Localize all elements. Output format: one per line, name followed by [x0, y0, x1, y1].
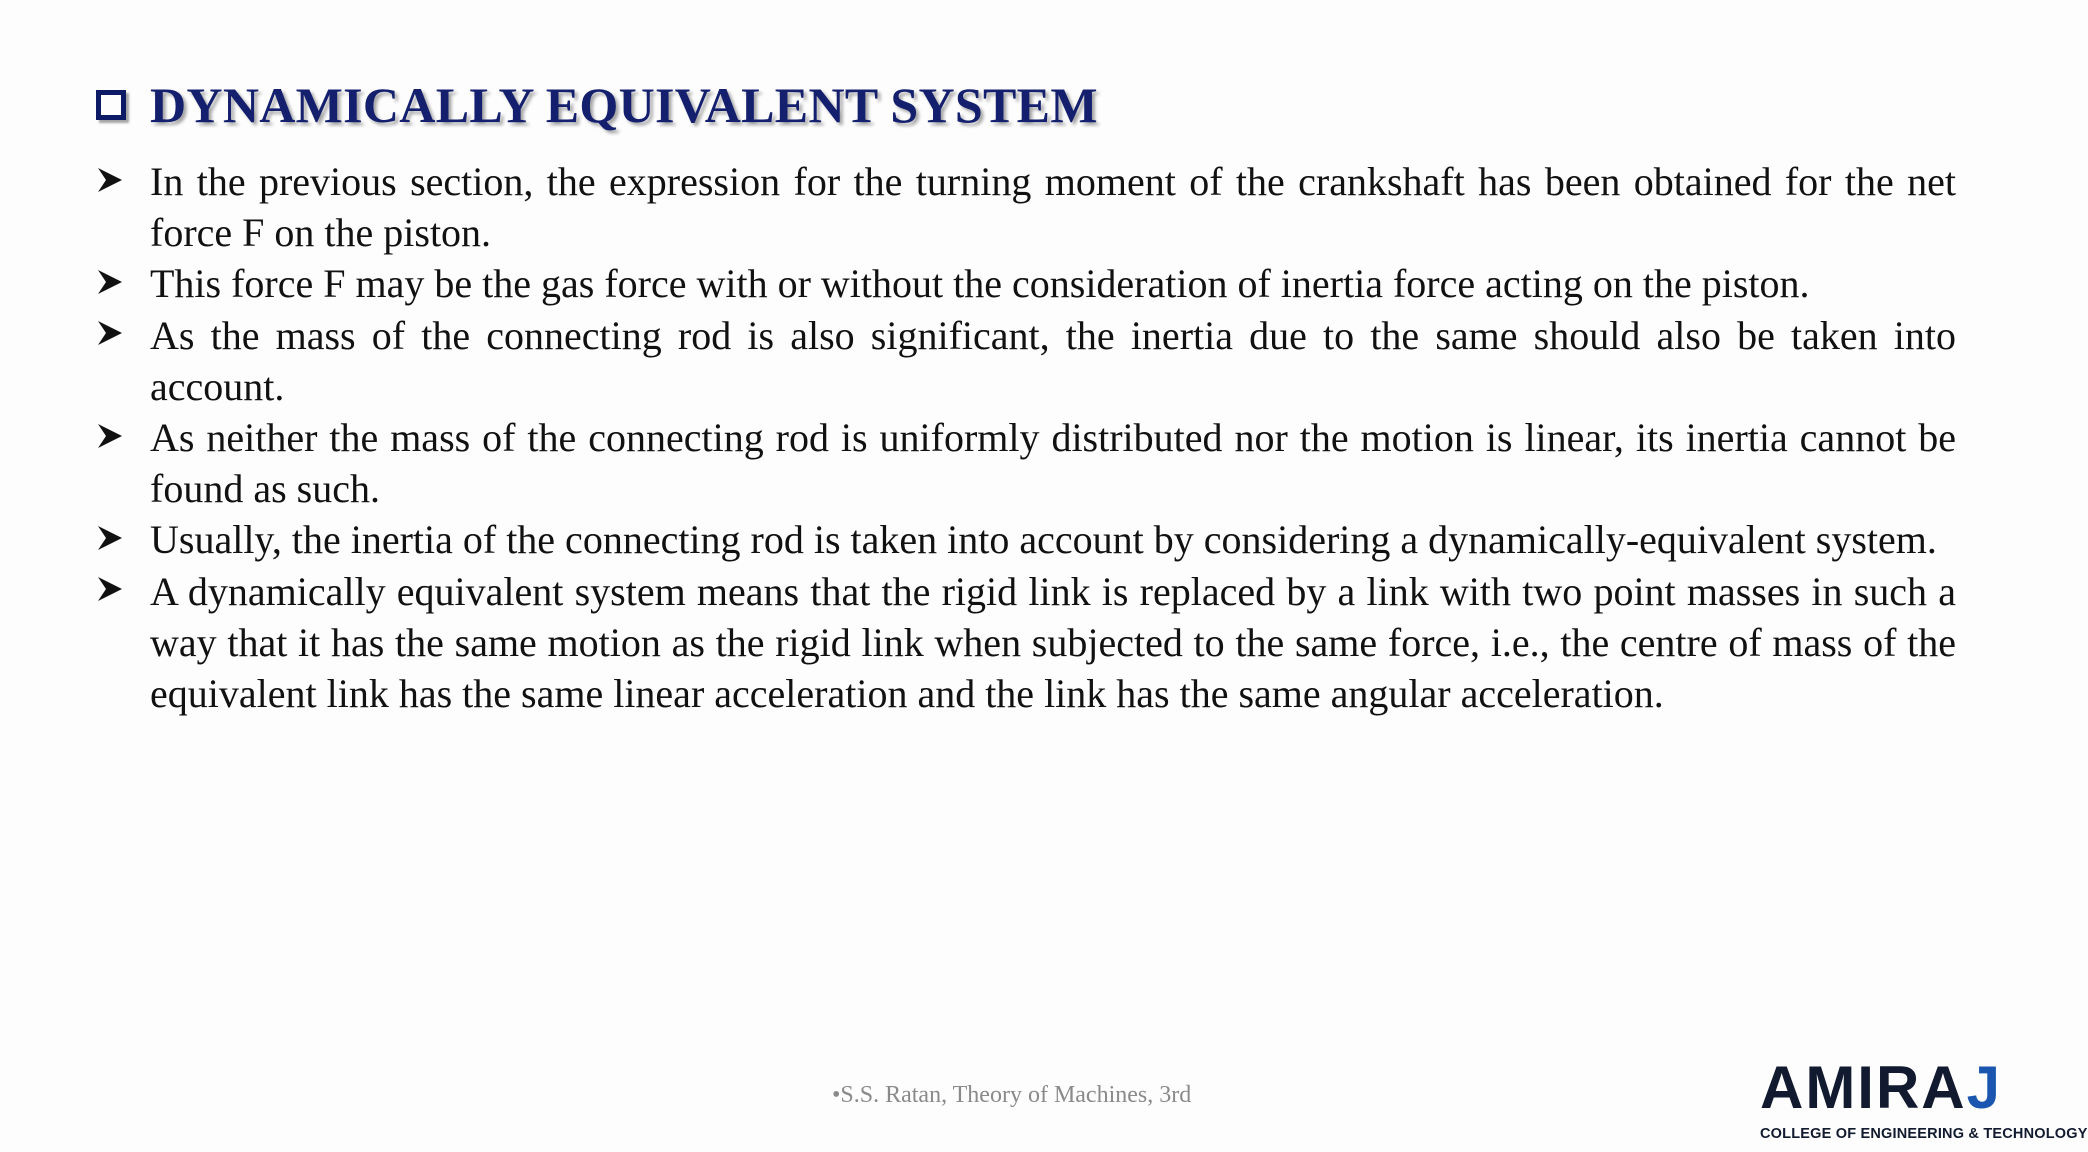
bullet-text: Usually, the inertia of the connecting rod is taken into account by considering a dynamically-equivalent system. [150, 517, 1937, 563]
bullet-text: As the mass of the connecting rod is also significant, the inertia due to the same should also be taken into account. [150, 312, 1956, 409]
bullet-item [96, 258, 1956, 309]
logo-wordmark [1760, 1054, 2046, 1121]
bullet-item [96, 310, 1956, 412]
logo-wordmark-main: AMIRA [1760, 1054, 1967, 1121]
bullet-text: A dynamically equivalent system means that the rigid link is replaced by a link with two point masses in such a way that it has the same motion as the rigid link when subjected to the same force, i.e., the centre of mass of the equivalent link has the same linear acceleration and the link has the same angular acceleration. [150, 568, 1956, 717]
footnote-citation: •S.S. Ratan, Theory of Machines, 3rd [832, 1082, 1192, 1108]
slide-title-row [96, 72, 1098, 138]
hollow-square-icon [96, 90, 126, 120]
arrowhead-bullet-icon [96, 310, 150, 361]
arrowhead-bullet-icon [96, 566, 150, 617]
logo-wordmark-accent: J [1966, 1054, 2003, 1121]
arrowhead-bullet-icon [96, 412, 150, 463]
bullet-item [96, 412, 1956, 514]
bullet-item [96, 514, 1956, 565]
arrowhead-bullet-icon [96, 258, 150, 309]
slide-title: DYNAMICALLY EQUIVALENT SYSTEM [150, 77, 1098, 133]
bullet-list [96, 156, 1956, 719]
logo-subtitle: COLLEGE OF ENGINEERING & TECHNOLOGY [1760, 1126, 2088, 1142]
arrowhead-bullet-icon [96, 514, 150, 565]
bullet-text: As neither the mass of the connecting rod is uniformly distributed nor the motion is linear, its inertia cannot be found as such. [150, 415, 1956, 512]
bullet-text: In the previous section, the expression for the turning moment of the crankshaft has been obtained for the net force F on the piston. [150, 159, 1956, 256]
college-logo [1760, 1054, 2088, 1150]
bullet-item [96, 156, 1956, 258]
bullet-text: This force F may be the gas force with or without the consideration of inertia force acting on the piston. [150, 261, 1810, 307]
arrowhead-bullet-icon [96, 156, 150, 207]
bullet-item [96, 566, 1956, 720]
